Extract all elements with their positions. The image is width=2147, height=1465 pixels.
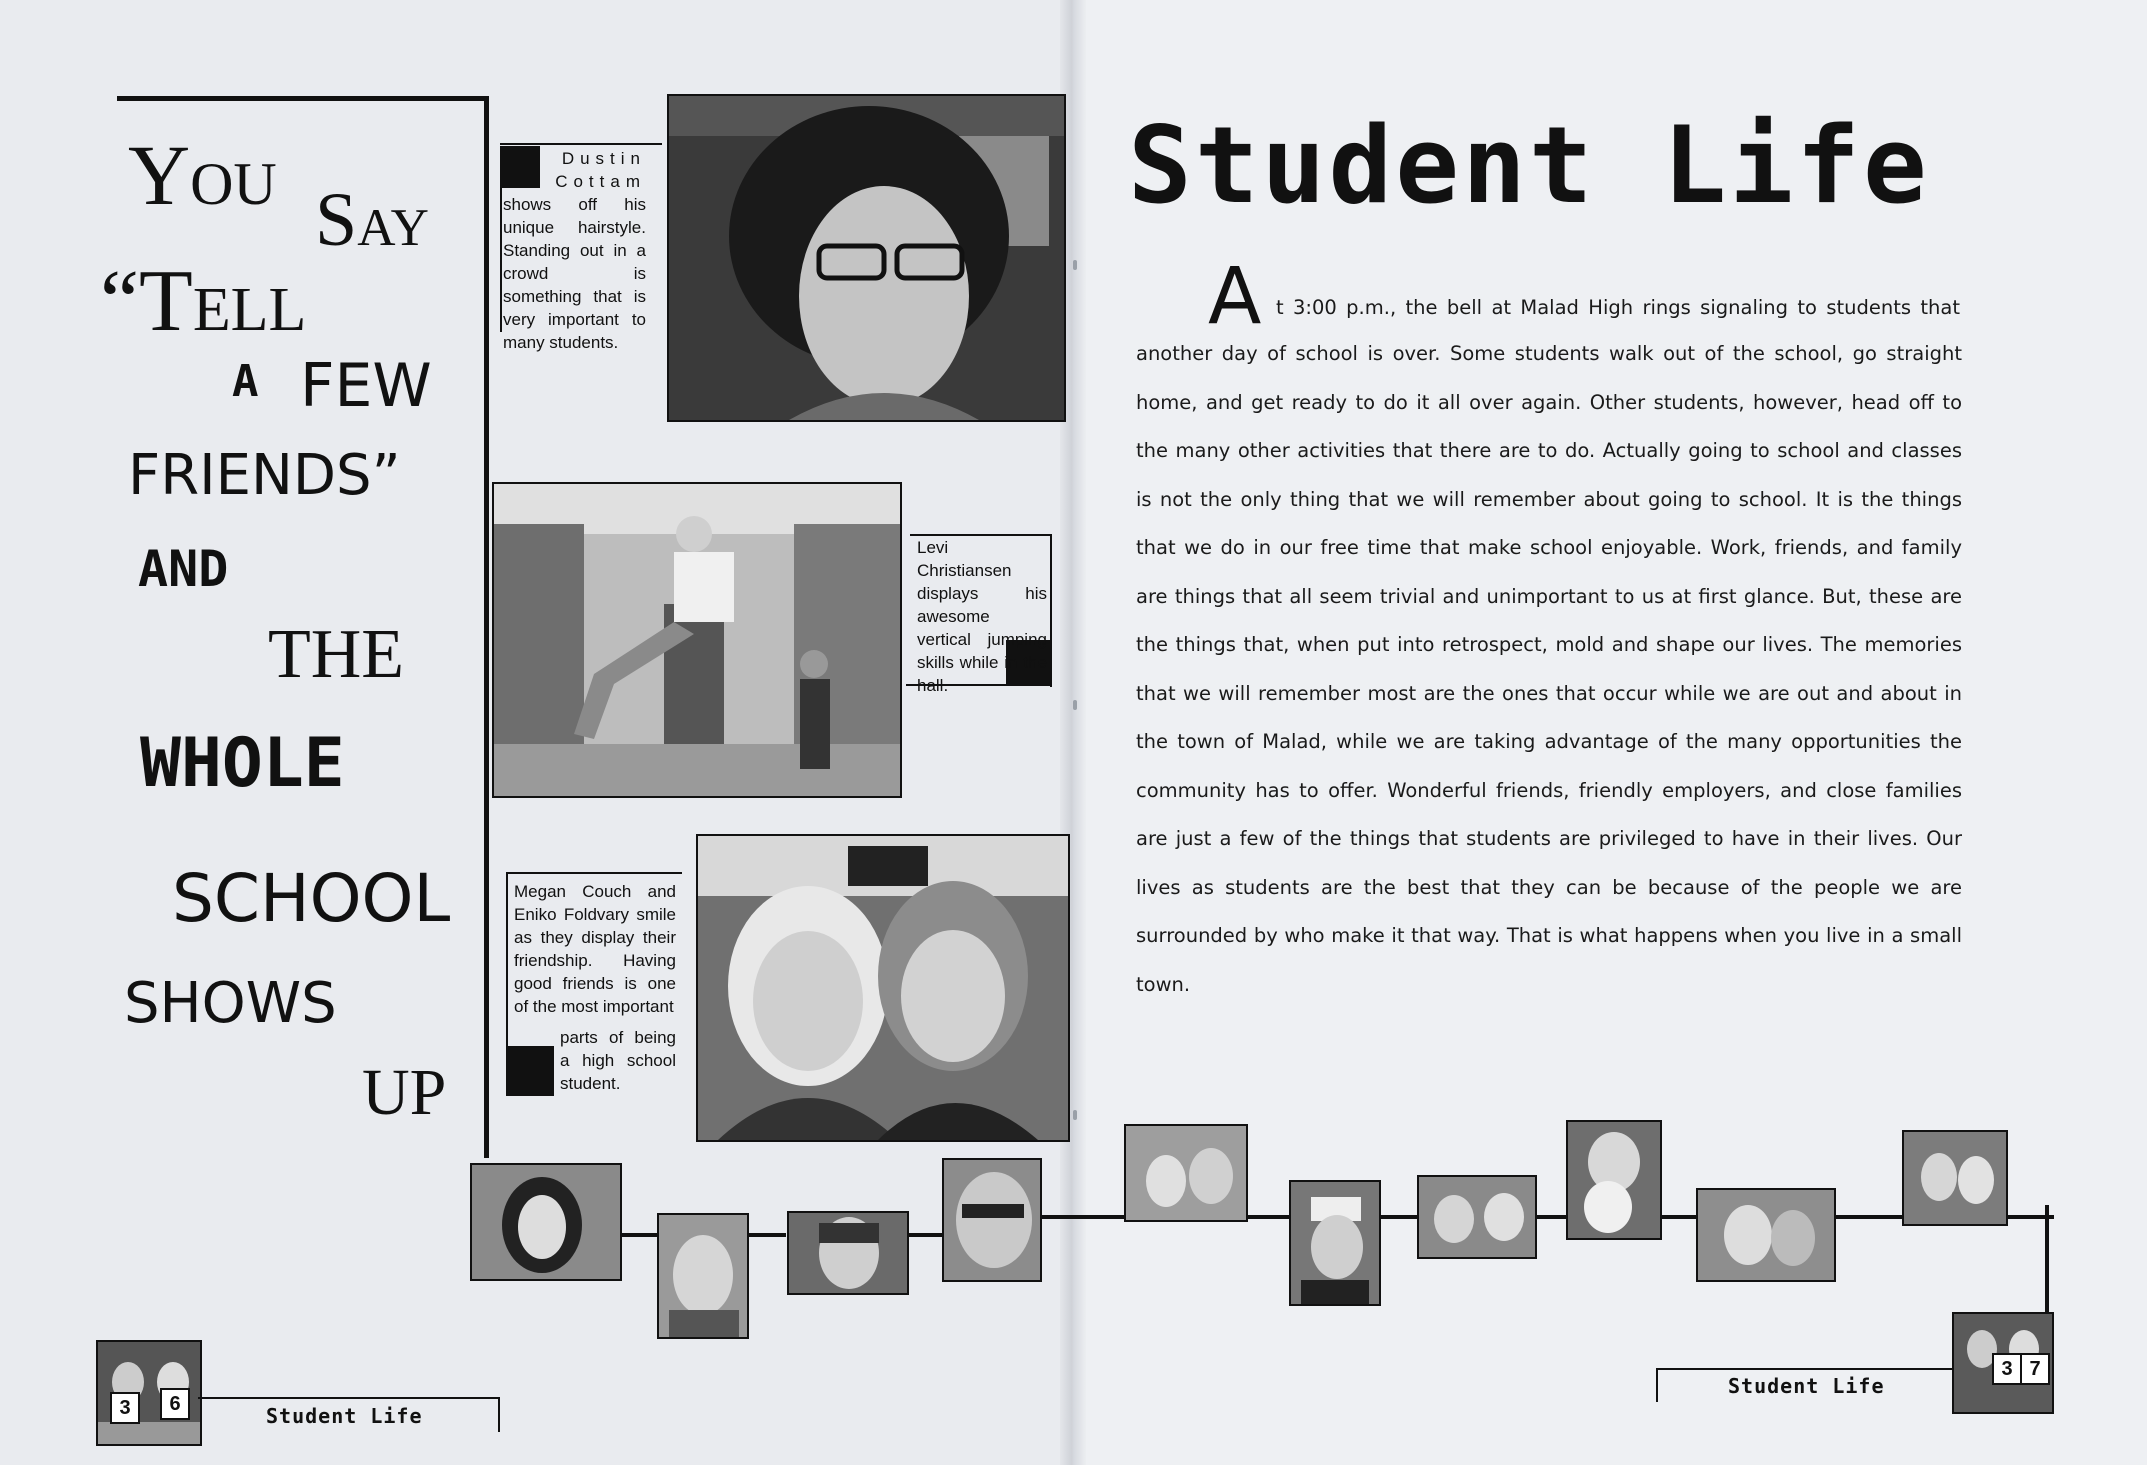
headline-say: Say	[315, 178, 429, 262]
body-first-line: t 3:00 p.m., the bell at Malad High rings signaling to students that	[1276, 296, 1960, 319]
strip-photo	[942, 1158, 1042, 1282]
footer-rule	[198, 1397, 500, 1399]
binding-staple	[1073, 1110, 1077, 1120]
strip-photo	[1289, 1180, 1381, 1306]
photo-dustin	[667, 94, 1066, 422]
page-number-digit: 6	[160, 1388, 190, 1420]
headline-up: UP	[362, 1056, 447, 1129]
page-title: Student Life	[1128, 104, 1930, 227]
strip-connector	[906, 1233, 946, 1237]
headline-shows: SHOWS	[124, 971, 337, 1036]
page-number-digit: 3	[110, 1392, 140, 1424]
strip-photo	[470, 1163, 622, 1281]
headline-and: AND	[138, 540, 229, 598]
strip-photo	[1566, 1120, 1662, 1240]
strip-photo	[657, 1213, 749, 1339]
headline-frame-right	[484, 96, 489, 1158]
footer-rule	[1656, 1368, 1658, 1402]
strip-connector	[2045, 1205, 2049, 1315]
strip-photo	[1124, 1124, 1248, 1222]
strip-connector	[746, 1233, 786, 1237]
footer-rule	[1656, 1368, 1952, 1370]
page-number-digit: 3	[1992, 1353, 2022, 1385]
headline-tell: “Tell	[100, 253, 307, 350]
footer-rule	[498, 1397, 500, 1432]
strip-photo	[787, 1211, 909, 1295]
caption-dustin-name1: Dustin	[561, 149, 646, 168]
caption-rule	[500, 146, 502, 332]
footer-label-left: Student Life	[266, 1404, 423, 1428]
caption-megan: Megan Couch and Eniko Foldvary smile as they display their friendship. Having good friends is one of the most important	[514, 882, 676, 1016]
caption-dustin: shows off his unique hairstyle. Standing out in a crowd is something that is very important to many students.	[503, 195, 646, 352]
photo-levi	[492, 482, 902, 798]
drop-cap: A	[1208, 252, 1262, 342]
headline-few: FEW	[300, 351, 432, 421]
strip-photo	[1417, 1175, 1537, 1259]
strip-photo	[1696, 1188, 1836, 1282]
caption-levi: Levi Christiansen displays his awesome vertical jumping skills while in the hall.	[917, 538, 1047, 695]
photo-megan-eniko	[696, 834, 1070, 1142]
body-text: another day of school is over. Some students walk out of the school, go straight home, and get ready to do it all over again. Other students, however, head off to the many other activities that there are to do. Actually going to school and classes is not the only thing that we will remember about going to school. It is the things that we do in our free time that make school enjoyable. Work, friends, and family are things that all seem trivial and unimportant to us at first glance. But, these are the things that, when put into retrospect, mold and shape our lives. The memories that we will remember most are the ones that occur while we are out and about in the town of Malad, while we are taking advantage of the many opportunities the community has to offer. Wonderful friends, friendly employers, and close families are just a few of the things that students are privileged to have in their lives. Our lives as students are the best that they can be because of the people we are surrounded by who make it that way. That is what happens when you live in a small town.	[1136, 342, 1962, 996]
headline-friends: FRIENDS”	[128, 443, 401, 508]
headline-you: You	[128, 127, 277, 223]
caption-dustin-name2: Cottam	[555, 172, 646, 191]
headline-whole: WHOLE	[140, 724, 345, 803]
page-number-digit: 7	[2020, 1353, 2050, 1385]
binding-staple	[1073, 260, 1077, 270]
headline-the: THE	[268, 616, 405, 693]
strip-photo	[1902, 1130, 2008, 1226]
caption-rule	[506, 872, 682, 874]
caption-accent-box	[508, 1046, 554, 1096]
headline-school: SCHOOL	[172, 860, 451, 937]
caption-accent-box	[500, 146, 540, 188]
binding-staple	[1073, 700, 1077, 710]
caption-megan-end: parts of being a high school student.	[560, 1028, 676, 1093]
headline-a: A	[232, 356, 259, 407]
caption-rule	[500, 143, 662, 145]
headline-frame-top	[117, 96, 489, 101]
footer-label-right: Student Life	[1728, 1374, 1885, 1398]
